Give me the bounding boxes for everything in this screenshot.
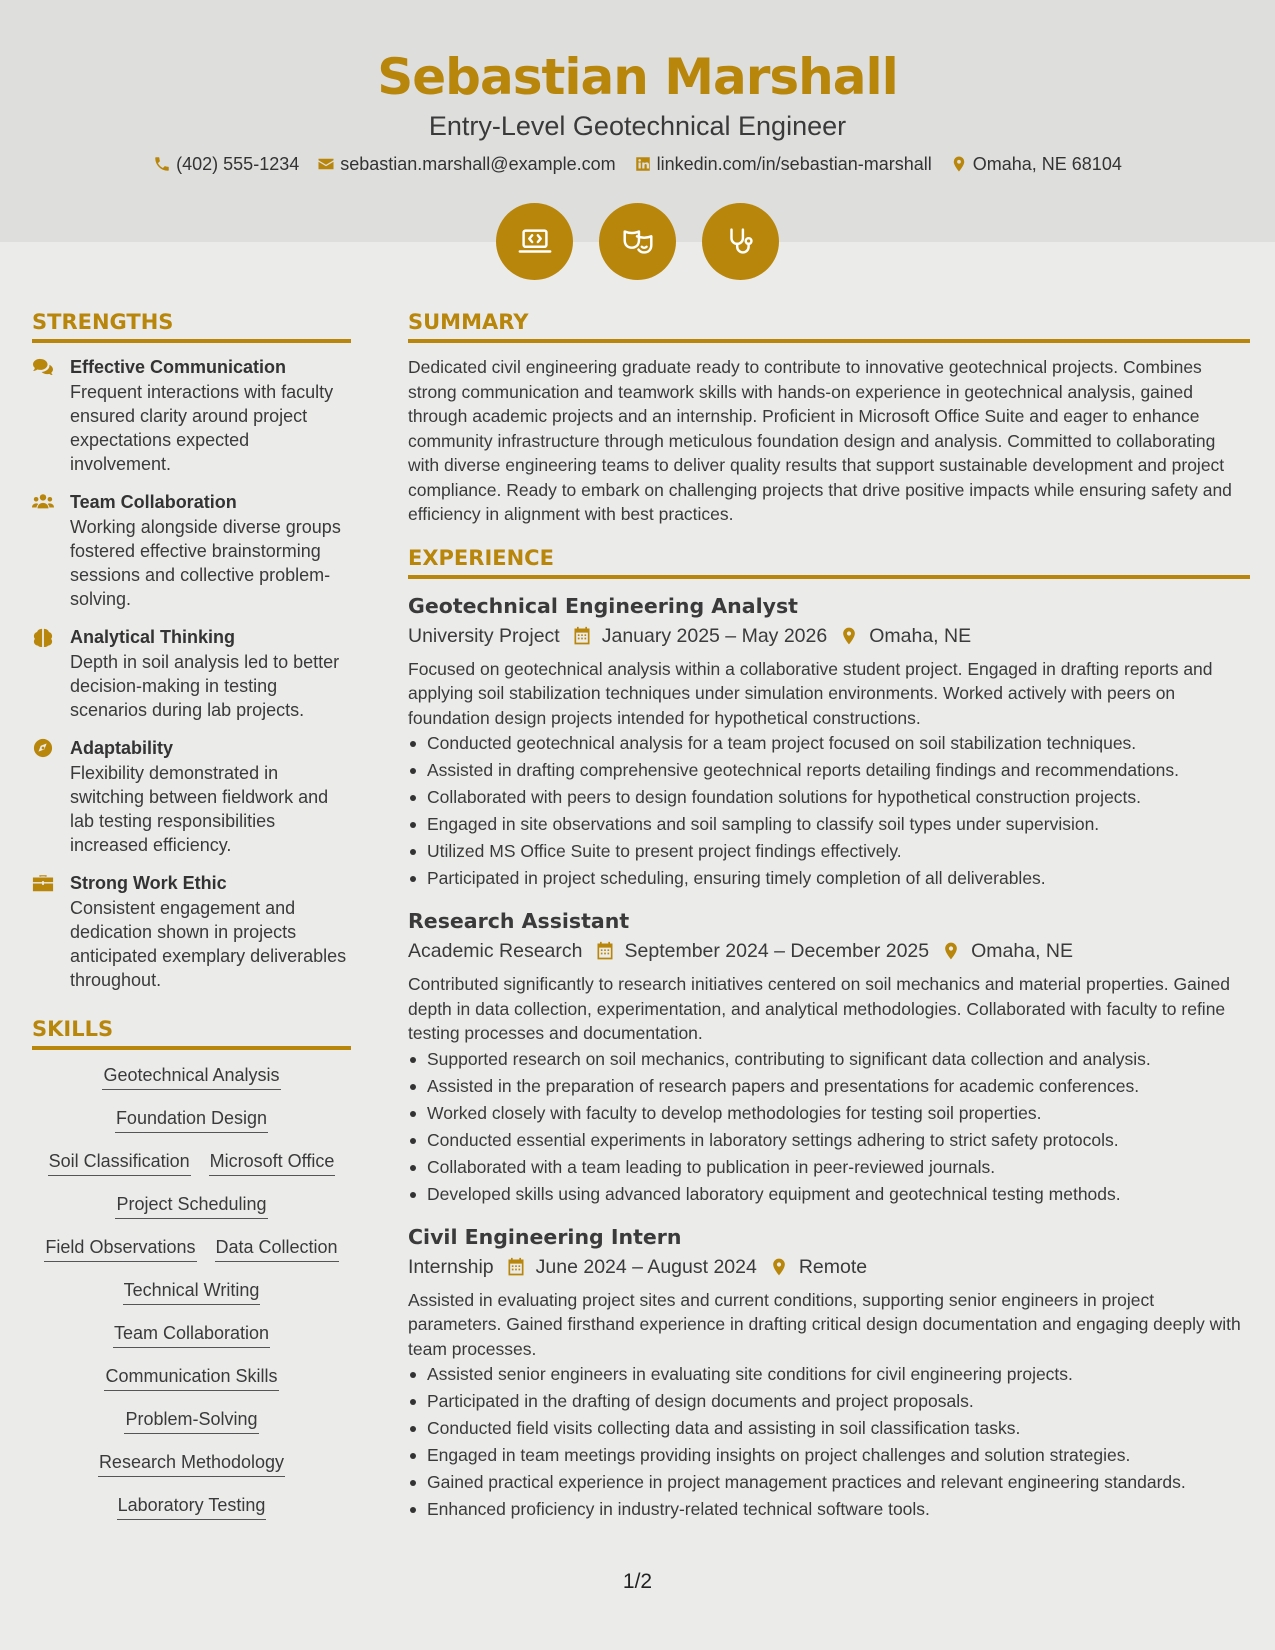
contact-phone[interactable] — [153, 152, 299, 176]
list-item: Engaged in site observations and soil sampling to classify soil types under supervision. — [408, 811, 1250, 838]
list-item: Worked closely with faculty to develop methodologies for testing soil properties. — [408, 1100, 1250, 1127]
skill-tag: Foundation Design — [115, 1105, 268, 1133]
strength-desc: Frequent interactions with faculty ensured clarity around project expectations expected involvement. — [70, 382, 334, 474]
list-item: Participated in project scheduling, ensuring timely completion of all deliverables. — [408, 865, 1250, 892]
job-description: Focused on geotechnical analysis within a collaborative student project. Engaged in drafting reports and applying soil stabilization techniques under simulation environments. Worked actively with peers on foundation design projects intended for hypothetical constructions. — [408, 658, 1213, 728]
contact-text: (402) 555-1234 — [176, 154, 300, 174]
skill-tag: Team Collaboration — [113, 1320, 270, 1348]
job-description: Assisted in evaluating project sites and current conditions, supporting senior engineers in project parameters. Gained firsthand experience in drafting critical design documentation and engaging deeply with team processes. — [408, 1289, 1241, 1359]
job-title: Geotechnical Engineering Analyst — [408, 593, 798, 618]
skills-row — [32, 1492, 351, 1520]
skills-row — [32, 1363, 351, 1391]
contact-text: linkedin.com/in/sebastian-marshall — [656, 154, 932, 174]
list-item: Collaborated with a team leading to publication in peer-reviewed journals. — [408, 1154, 1250, 1181]
list-item: Conducted geotechnical analysis for a team project focused on soil stabilization techniques. — [408, 730, 1250, 757]
list-item: Engaged in team meetings providing insights on project challenges and solution strategies. — [408, 1442, 1250, 1469]
skill-tag: Communication Skills — [104, 1363, 278, 1391]
job-location: Omaha, NE — [971, 940, 1073, 962]
left-column — [32, 305, 351, 1535]
badge-masks — [599, 203, 676, 280]
job-dates: September 2024 – December 2025 — [624, 940, 930, 962]
skills-list — [32, 1062, 351, 1520]
contact-row — [0, 152, 1275, 176]
contact-location — [950, 152, 1122, 176]
job-org: University Project — [408, 624, 560, 647]
list-item: Assisted senior engineers in evaluating site conditions for civil engineering projects. — [408, 1361, 1250, 1388]
job-org: Internship — [408, 1255, 494, 1278]
skills-row — [32, 1148, 351, 1176]
job-entry — [408, 591, 1250, 893]
strength-title: Analytical Thinking — [70, 627, 236, 647]
candidate-name: Sebastian Marshall — [377, 48, 898, 106]
list-item: Conducted essential experiments in laboratory settings adhering to strict safety protocols. — [408, 1127, 1250, 1154]
calendar-icon — [572, 626, 592, 646]
phone-icon — [153, 155, 171, 173]
briefcase-icon — [32, 873, 54, 893]
calendar-icon — [595, 941, 615, 961]
skills-row — [32, 1320, 351, 1348]
skills-row — [32, 1277, 351, 1305]
job-meta — [408, 621, 1250, 651]
job-description: Contributed significantly to research initiatives centered on soil mechanics and material properties. Gained depth in data collection, experimentation, and analytical methodologies. Collaborated with faculty to refine testing processes and documentation. — [408, 974, 1230, 1043]
location-icon — [941, 941, 961, 961]
strength-item — [32, 355, 351, 476]
job-title: Research Assistant — [408, 909, 630, 933]
job-entry — [408, 1222, 1250, 1524]
job-location: Omaha, NE — [869, 624, 972, 647]
job-entry — [408, 906, 1250, 1208]
right-column — [408, 305, 1250, 1537]
job-bullets — [408, 1046, 1250, 1208]
location-icon — [769, 1257, 789, 1277]
contact-linkedin[interactable] — [634, 152, 932, 176]
strength-desc: Working alongside diverse groups fostered effective brainstorming sessions and collective problem-solving. — [70, 517, 341, 609]
summary-heading: SUMMARY — [408, 305, 1250, 343]
strength-title: Team Collaboration — [70, 492, 237, 512]
skill-tag: Field Observations — [44, 1234, 196, 1262]
laptop-code-icon — [516, 223, 554, 261]
location-icon — [950, 155, 968, 173]
job-meta — [408, 936, 1250, 966]
interest-badges — [0, 203, 1275, 280]
skill-tag: Technical Writing — [123, 1277, 261, 1305]
job-dates: June 2024 – August 2024 — [535, 1255, 757, 1278]
skill-tag: Soil Classification — [48, 1148, 191, 1176]
users-icon — [32, 492, 54, 512]
comments-icon — [32, 357, 54, 377]
skill-tag: Microsoft Office — [209, 1148, 336, 1176]
list-item: Assisted in the preparation of research papers and presentations for academic conferences. — [408, 1073, 1250, 1100]
skills-row — [32, 1191, 351, 1219]
email-icon — [317, 155, 335, 173]
list-item: Gained practical experience in project management practices and relevant engineering standards. — [408, 1469, 1250, 1496]
skills-row — [32, 1406, 351, 1434]
job-location: Remote — [798, 1255, 868, 1278]
skills-row — [32, 1105, 351, 1133]
skill-tag: Project Scheduling — [115, 1191, 267, 1219]
strength-desc: Consistent engagement and dedication shown in projects anticipated exemplary deliverables throughout. — [70, 898, 347, 990]
calendar-icon — [506, 1257, 526, 1277]
skill-tag: Data Collection — [215, 1234, 339, 1262]
location-icon — [839, 626, 859, 646]
list-item: Conducted field visits collecting data and assisting in soil classification tasks. — [408, 1415, 1250, 1442]
strength-item — [32, 625, 351, 722]
badge-stethoscope — [702, 203, 779, 280]
linkedin-icon — [634, 155, 652, 173]
skills-row — [32, 1062, 351, 1090]
strength-title: Adaptability — [70, 738, 174, 758]
job-bullets — [408, 730, 1250, 892]
skill-tag: Laboratory Testing — [117, 1492, 267, 1520]
summary-text: Dedicated civil engineering graduate ready to contribute to innovative geotechnical projects. Combines strong communication and teamwork skills with hands-on experience in geotechnical analysis, gained through academic projects and an internship. Proficient in Microsoft Office Suite and eager to enhance community infrastructure through meticulous foundation design and analysis. Committed to collaborating with diverse engineering teams to deliver quality results that support sustainable development and project compliance. Ready to embark on challenging projects that drive positive impacts while ensuring safety and efficiency in alignment with best practices. — [408, 357, 1232, 524]
list-item: Collaborated with peers to design foundation solutions for hypothetical construction projects. — [408, 784, 1250, 811]
job-dates: January 2025 – May 2026 — [601, 624, 828, 647]
page-number: 1/2 — [622, 1570, 653, 1593]
skills-row — [32, 1234, 351, 1262]
skills-row — [32, 1449, 351, 1477]
strength-item — [32, 736, 351, 857]
list-item: Utilized MS Office Suite to present project findings effectively. — [408, 838, 1250, 865]
contact-text: sebastian.marshall@example.com — [340, 154, 616, 174]
strength-item — [32, 490, 351, 611]
strength-desc: Flexibility demonstrated in switching between fieldwork and lab testing responsibilities increased efficiency. — [70, 763, 329, 855]
contact-email[interactable] — [317, 152, 615, 176]
list-item: Developed skills using advanced laboratory equipment and geotechnical testing methods. — [408, 1181, 1250, 1208]
stethoscope-icon — [722, 223, 760, 261]
job-org: Academic Research — [408, 940, 583, 962]
skill-tag: Research Methodology — [98, 1449, 285, 1477]
list-item: Enhanced proficiency in industry-related technical software tools. — [408, 1496, 1250, 1523]
strength-title: Effective Communication — [70, 357, 287, 377]
strengths-heading: STRENGTHS — [32, 305, 351, 343]
job-bullets — [408, 1361, 1250, 1523]
list-item: Participated in the drafting of design documents and project proposals. — [408, 1388, 1250, 1415]
skill-tag: Problem-Solving — [124, 1406, 258, 1434]
compass-icon — [32, 738, 54, 758]
list-item: Supported research on soil mechanics, contributing to significant data collection and analysis. — [408, 1046, 1250, 1073]
experience-list — [408, 591, 1250, 1524]
strength-item — [32, 871, 351, 992]
badge-laptop — [496, 203, 573, 280]
job-title: Civil Engineering Intern — [408, 1224, 682, 1249]
list-item: Assisted in drafting comprehensive geotechnical reports detailing findings and recommendations. — [408, 757, 1250, 784]
theater-masks-icon — [619, 223, 657, 261]
skills-heading: SKILLS — [32, 1012, 351, 1050]
job-meta — [408, 1252, 1250, 1282]
strength-desc: Depth in soil analysis led to better decision-making in testing scenarios during lab projects. — [70, 652, 340, 720]
brain-icon — [32, 627, 54, 647]
experience-heading: EXPERIENCE — [408, 541, 1250, 579]
strength-title: Strong Work Ethic — [70, 873, 227, 893]
skill-tag: Geotechnical Analysis — [102, 1062, 280, 1090]
job-title: Entry-Level Geotechnical Engineer — [428, 111, 847, 141]
contact-text: Omaha, NE 68104 — [972, 154, 1122, 174]
